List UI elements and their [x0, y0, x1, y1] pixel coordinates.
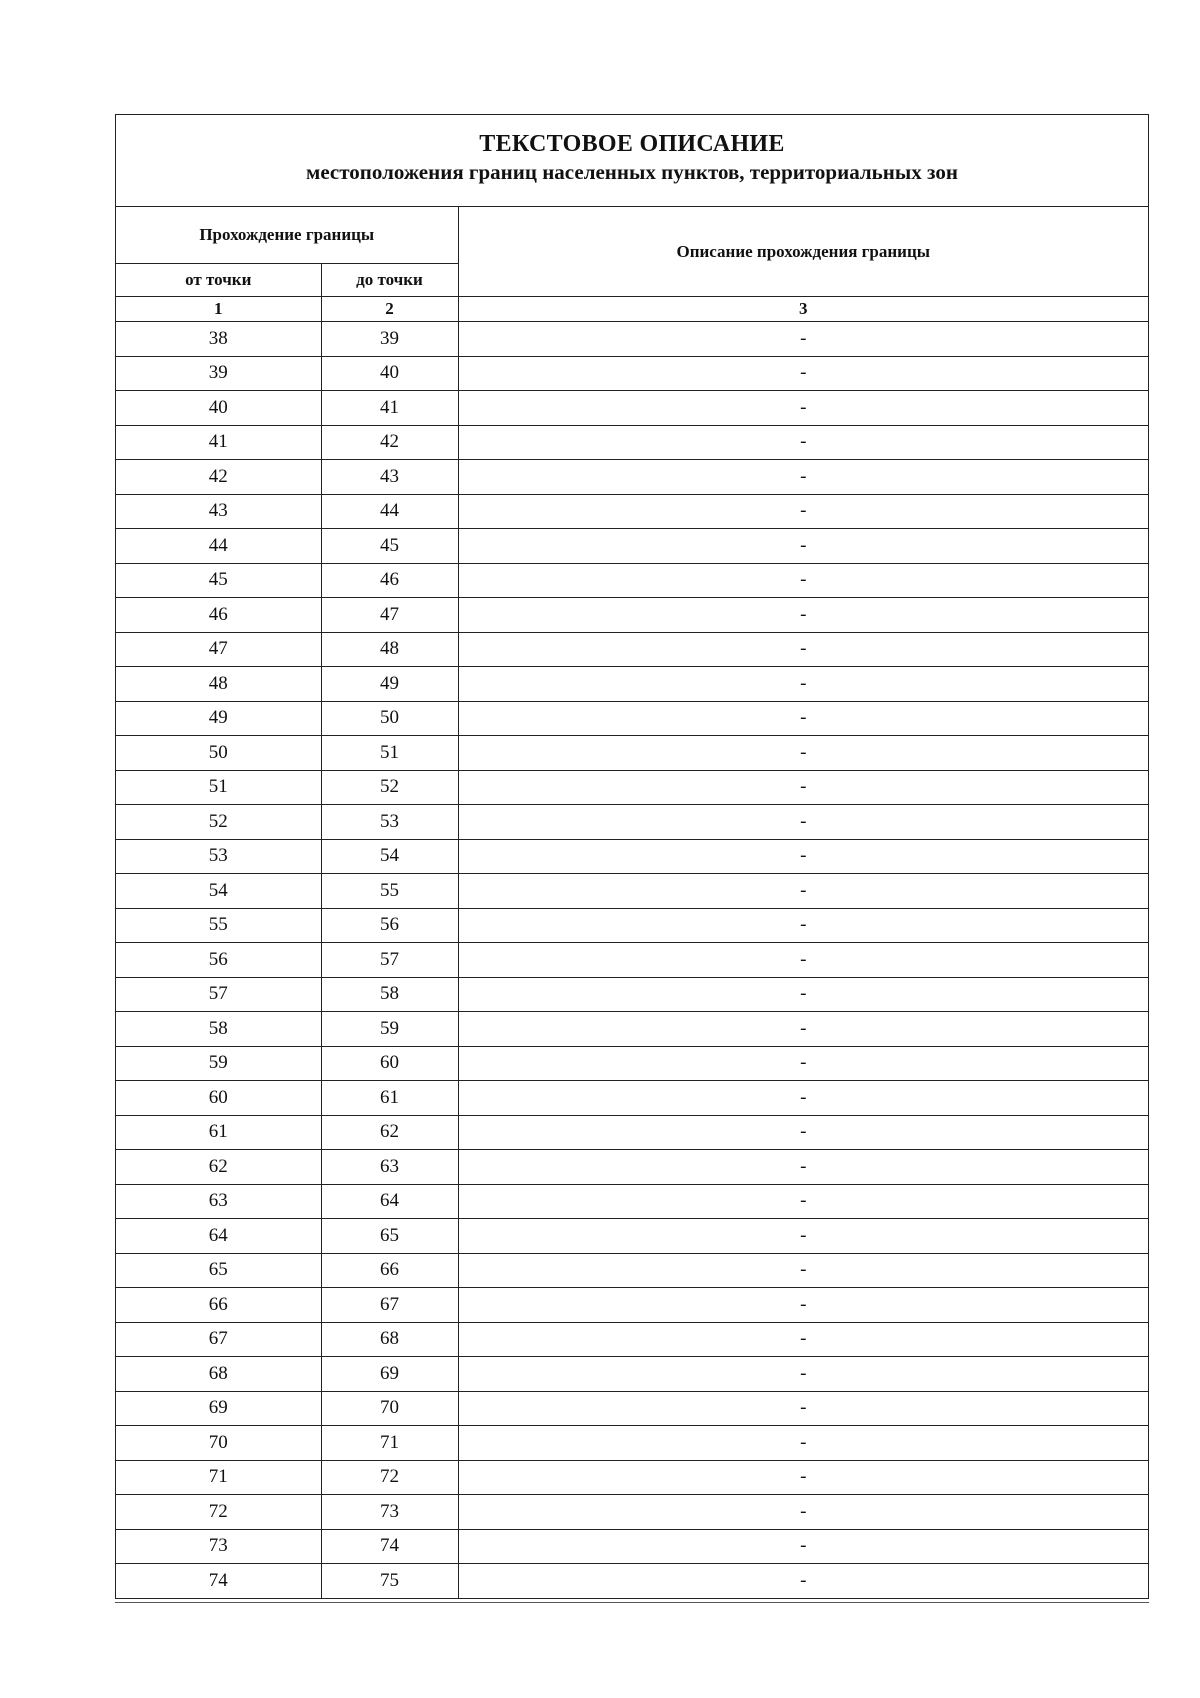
boundary-description-sheet [115, 114, 1149, 1599]
to-point-cell: 48 [321, 632, 458, 667]
from-point-cell: 70 [116, 1426, 321, 1461]
to-point-cell: 61 [321, 1081, 458, 1116]
to-point-cell: 39 [321, 322, 458, 357]
from-point-cell: 67 [116, 1322, 321, 1357]
description-cell: - [458, 1529, 1148, 1564]
table-row [116, 460, 1148, 495]
from-point-cell: 73 [116, 1529, 321, 1564]
to-point-cell: 47 [321, 598, 458, 633]
description-cell: - [458, 770, 1148, 805]
description-cell: - [458, 356, 1148, 391]
description-cell: - [458, 494, 1148, 529]
document-subtitle: местоположения границ населенных пунктов, территориальных зон [306, 160, 958, 184]
from-point-cell: 42 [116, 460, 321, 495]
table-row [116, 1081, 1148, 1116]
table-body [116, 322, 1148, 1598]
from-point-cell: 52 [116, 805, 321, 840]
from-point-cell: 59 [116, 1046, 321, 1081]
from-point-cell: 64 [116, 1219, 321, 1254]
table-row [116, 322, 1148, 357]
table-row [116, 1150, 1148, 1185]
to-point-cell: 51 [321, 736, 458, 771]
column-number-1: 1 [116, 297, 321, 322]
to-point-cell: 65 [321, 1219, 458, 1254]
table-header [116, 207, 1148, 322]
from-point-cell: 45 [116, 563, 321, 598]
to-point-cell: 52 [321, 770, 458, 805]
table-row [116, 1529, 1148, 1564]
from-point-cell: 48 [116, 667, 321, 702]
description-cell: - [458, 1150, 1148, 1185]
table-row [116, 391, 1148, 426]
from-point-cell: 43 [116, 494, 321, 529]
table-row [116, 1460, 1148, 1495]
description-cell: - [458, 1426, 1148, 1461]
to-point-cell: 73 [321, 1495, 458, 1530]
description-cell: - [458, 632, 1148, 667]
from-point-cell: 71 [116, 1460, 321, 1495]
from-point-cell: 63 [116, 1184, 321, 1219]
table-row [116, 563, 1148, 598]
description-cell: - [458, 1288, 1148, 1323]
description-cell: - [458, 1046, 1148, 1081]
from-point-cell: 39 [116, 356, 321, 391]
from-point-cell: 50 [116, 736, 321, 771]
to-point-cell: 42 [321, 425, 458, 460]
table-row [116, 943, 1148, 978]
description-cell: - [458, 598, 1148, 633]
to-point-cell: 44 [321, 494, 458, 529]
description-cell: - [458, 1184, 1148, 1219]
table-row [116, 1046, 1148, 1081]
to-point-cell: 55 [321, 874, 458, 909]
group-header: Прохождение границы [116, 207, 458, 264]
title-block [116, 115, 1148, 207]
to-point-cell: 50 [321, 701, 458, 736]
table-row [116, 632, 1148, 667]
table-row [116, 667, 1148, 702]
to-point-cell: 68 [321, 1322, 458, 1357]
column-number-2: 2 [321, 297, 458, 322]
table-row [116, 1012, 1148, 1047]
to-point-cell: 49 [321, 667, 458, 702]
table-row [116, 908, 1148, 943]
description-cell: - [458, 874, 1148, 909]
to-point-cell: 56 [321, 908, 458, 943]
to-point-cell: 71 [321, 1426, 458, 1461]
to-point-cell: 53 [321, 805, 458, 840]
description-cell: - [458, 1391, 1148, 1426]
table-row [116, 598, 1148, 633]
to-point-cell: 67 [321, 1288, 458, 1323]
from-point-cell: 57 [116, 977, 321, 1012]
description-cell: - [458, 701, 1148, 736]
description-cell: - [458, 1253, 1148, 1288]
from-point-cell: 40 [116, 391, 321, 426]
table-row [116, 874, 1148, 909]
description-cell: - [458, 1081, 1148, 1116]
to-point-cell: 41 [321, 391, 458, 426]
description-cell: - [458, 1219, 1148, 1254]
to-point-cell: 43 [321, 460, 458, 495]
to-point-cell: 72 [321, 1460, 458, 1495]
description-cell: - [458, 563, 1148, 598]
table-row [116, 1426, 1148, 1461]
table-row [116, 1288, 1148, 1323]
table-row [116, 1184, 1148, 1219]
to-point-cell: 66 [321, 1253, 458, 1288]
description-cell: - [458, 529, 1148, 564]
from-point-cell: 69 [116, 1391, 321, 1426]
to-point-cell: 60 [321, 1046, 458, 1081]
to-point-cell: 40 [321, 356, 458, 391]
from-point-cell: 56 [116, 943, 321, 978]
from-point-cell: 58 [116, 1012, 321, 1047]
description-cell: - [458, 977, 1148, 1012]
from-point-cell: 68 [116, 1357, 321, 1392]
from-point-cell: 41 [116, 425, 321, 460]
description-cell: - [458, 391, 1148, 426]
to-point-cell: 74 [321, 1529, 458, 1564]
to-point-cell: 46 [321, 563, 458, 598]
table-row [116, 736, 1148, 771]
table-row [116, 1564, 1148, 1598]
table-row [116, 770, 1148, 805]
description-cell: - [458, 736, 1148, 771]
table-row [116, 1253, 1148, 1288]
from-point-cell: 47 [116, 632, 321, 667]
description-cell: - [458, 1460, 1148, 1495]
from-point-cell: 72 [116, 1495, 321, 1530]
from-point-cell: 62 [116, 1150, 321, 1185]
description-header: Описание прохождения границы [458, 207, 1148, 297]
description-cell: - [458, 322, 1148, 357]
table-row [116, 425, 1148, 460]
table-row [116, 1115, 1148, 1150]
description-cell: - [458, 667, 1148, 702]
description-cell: - [458, 425, 1148, 460]
from-point-cell: 49 [116, 701, 321, 736]
from-point-cell: 60 [116, 1081, 321, 1116]
description-cell: - [458, 1115, 1148, 1150]
to-point-cell: 63 [321, 1150, 458, 1185]
table-row [116, 1219, 1148, 1254]
table-row [116, 494, 1148, 529]
from-point-cell: 44 [116, 529, 321, 564]
from-point-cell: 66 [116, 1288, 321, 1323]
table-row [116, 839, 1148, 874]
description-cell: - [458, 460, 1148, 495]
description-cell: - [458, 1564, 1148, 1598]
boundary-table [116, 207, 1148, 1598]
description-cell: - [458, 1322, 1148, 1357]
table-row [116, 1495, 1148, 1530]
to-point-cell: 59 [321, 1012, 458, 1047]
to-point-cell: 64 [321, 1184, 458, 1219]
table-row [116, 1322, 1148, 1357]
column-number-3: 3 [458, 297, 1148, 322]
description-cell: - [458, 908, 1148, 943]
description-cell: - [458, 805, 1148, 840]
bottom-rule [115, 1602, 1149, 1603]
to-point-cell: 62 [321, 1115, 458, 1150]
to-point-cell: 70 [321, 1391, 458, 1426]
from-point-cell: 38 [116, 322, 321, 357]
description-cell: - [458, 943, 1148, 978]
table-row [116, 1391, 1148, 1426]
table-row [116, 1357, 1148, 1392]
to-point-cell: 69 [321, 1357, 458, 1392]
to-point-cell: 54 [321, 839, 458, 874]
document-title: ТЕКСТОВОЕ ОПИСАНИЕ [479, 131, 785, 157]
from-point-cell: 61 [116, 1115, 321, 1150]
from-point-cell: 51 [116, 770, 321, 805]
from-point-cell: 46 [116, 598, 321, 633]
to-point-header: до точки [321, 264, 458, 297]
from-point-cell: 53 [116, 839, 321, 874]
from-point-cell: 65 [116, 1253, 321, 1288]
table-row [116, 356, 1148, 391]
description-cell: - [458, 1357, 1148, 1392]
from-point-header: от точки [116, 264, 321, 297]
description-cell: - [458, 1495, 1148, 1530]
from-point-cell: 74 [116, 1564, 321, 1598]
table-row [116, 701, 1148, 736]
description-cell: - [458, 839, 1148, 874]
description-cell: - [458, 1012, 1148, 1047]
to-point-cell: 58 [321, 977, 458, 1012]
to-point-cell: 57 [321, 943, 458, 978]
to-point-cell: 45 [321, 529, 458, 564]
table-row [116, 977, 1148, 1012]
table-row [116, 805, 1148, 840]
table-row [116, 529, 1148, 564]
from-point-cell: 54 [116, 874, 321, 909]
to-point-cell: 75 [321, 1564, 458, 1598]
from-point-cell: 55 [116, 908, 321, 943]
